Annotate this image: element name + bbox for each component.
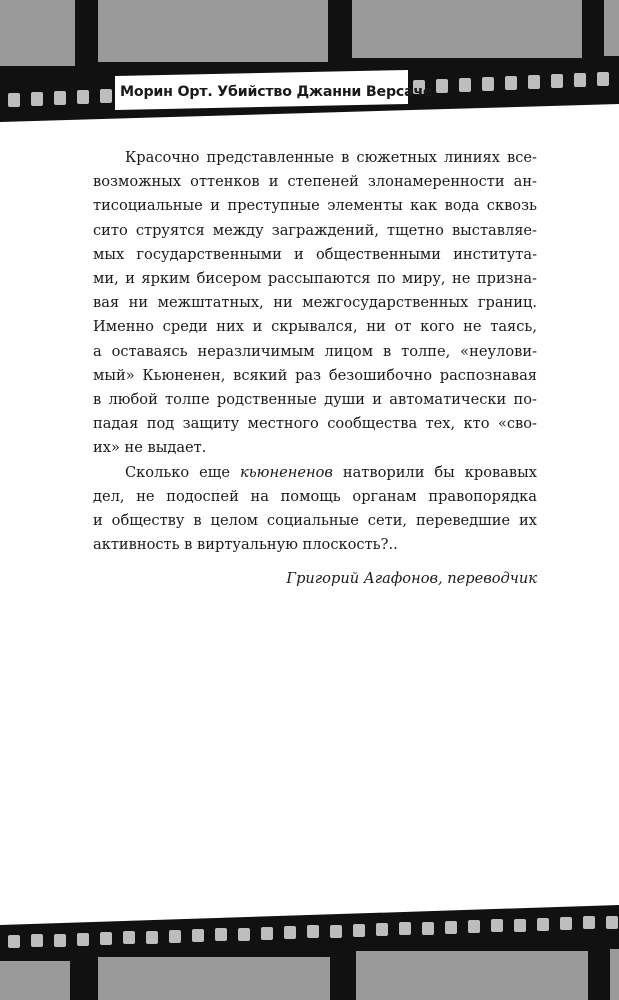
text-line: мый» Кьюненен, всякий раз безошибочно распознавая	[93, 366, 537, 384]
film-strip-top	[0, 0, 619, 130]
running-header-title: Морин Орт. Убийство Джанни Версаче	[120, 84, 433, 100]
text-line: дел, не подоспей на помощь органам правопорядка	[93, 487, 537, 505]
text-line: и обществу в целом социальные сети, переведшие их	[93, 512, 537, 530]
film-strip-bottom	[0, 895, 619, 1000]
text-line: а оставаясь неразличимым лицом в толпе, «неулови-	[93, 342, 537, 360]
italic-term: кьюнененов	[239, 463, 333, 481]
text-line: падая под защиту местного сообщества тех, кто «сво-	[93, 415, 537, 433]
text-line: тисоциальные и преступные элементы как вода сквозь	[93, 197, 537, 215]
main-text	[93, 146, 537, 557]
text-line: вая ни межштатных, ни межгосударственных границ.	[93, 294, 537, 312]
text-line: активность в виртуальную плоскость?..	[93, 536, 398, 554]
text-segment: Сколько еще	[125, 463, 240, 481]
text-line: возможных оттенков и степеней злонамеренности ан-	[93, 173, 537, 191]
text-line: ми, и ярким бисером рассыпаются по миру, не призна-	[93, 270, 537, 288]
film-strip-top-graphic	[0, 0, 619, 130]
translator-signature: Григорий Агафонов, переводчик	[286, 570, 537, 587]
text-line: сито струятся между заграждений, тщетно выставляе-	[93, 221, 537, 239]
paragraph-1	[93, 146, 537, 461]
text-line: Красочно представленные в сюжетных линиях все-	[125, 149, 537, 166]
text-line: мых государственными и общественными института-	[93, 245, 537, 263]
film-strip-bottom-graphic	[0, 895, 619, 1000]
text-line	[93, 461, 537, 485]
text-line: их» не выдает.	[93, 439, 207, 457]
text-line: в любой толпе родственные души и автоматически по-	[93, 391, 537, 409]
text-line: Именно среди них и скрывался, ни от кого не таясь,	[93, 318, 537, 336]
paragraph-2	[93, 461, 537, 558]
text-segment: натворили бы кровавых	[332, 463, 537, 481]
